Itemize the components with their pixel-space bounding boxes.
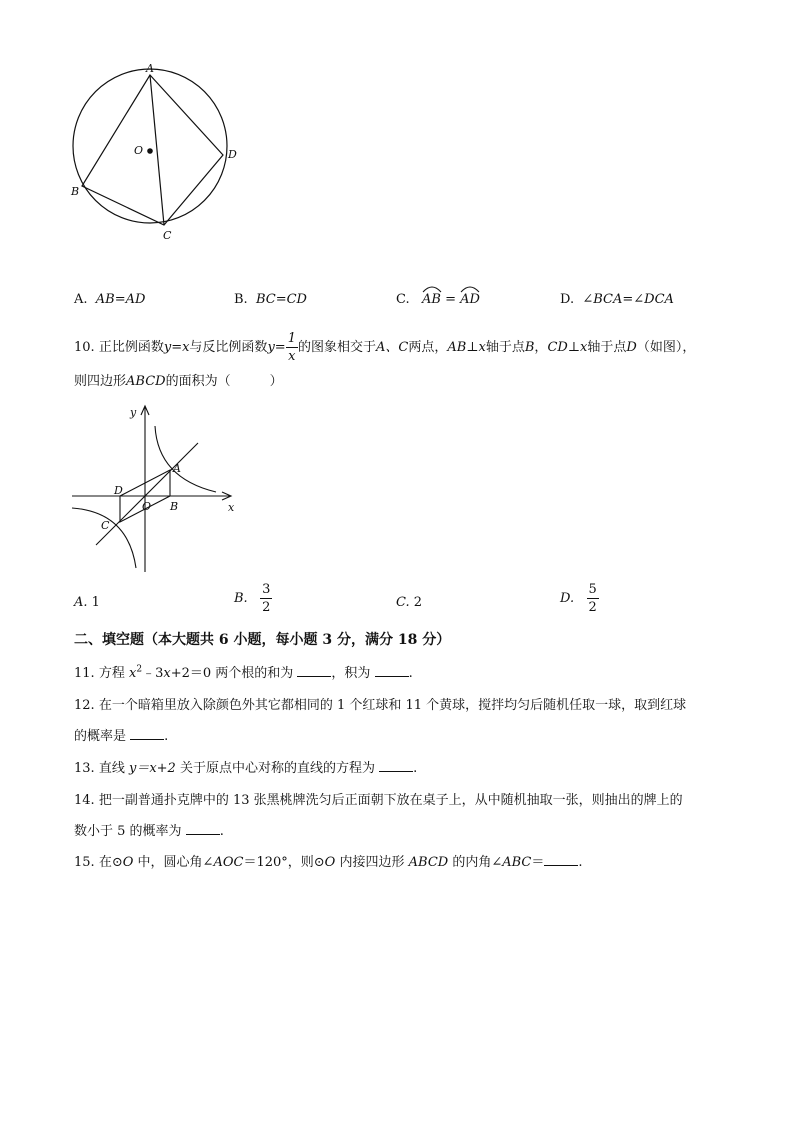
fraction-5-over-2: $\frac{5}{2}$ xyxy=(588,582,597,615)
fraction-1-over-x: $\frac{1}{x}$ xyxy=(287,331,296,364)
hyperbola-branch-1 xyxy=(155,426,216,492)
q9-option-d[interactable]: D. ∠BCA=∠DCA xyxy=(560,292,674,307)
answer-blank[interactable] xyxy=(130,728,164,740)
hyperbola-branch-2 xyxy=(72,508,136,568)
label-x: x xyxy=(228,501,235,514)
q9-option-c[interactable]: C. AB = AD xyxy=(396,292,480,307)
q14-line1: 14. 把一副普通扑克牌中的 13 张黑桃牌洗匀后正面朝下放在桌子上，从中随机抽取一张，则抽出的牌上的 xyxy=(74,793,683,808)
q10-option-a[interactable]: A. 1 xyxy=(74,595,100,610)
label-o: O xyxy=(142,500,152,513)
label-y: y xyxy=(130,406,137,419)
q10-line2: 则四边形ABCD的面积为（ ） xyxy=(74,374,283,389)
q10-option-b[interactable]: B. $\frac{3}{2}$ xyxy=(234,582,271,615)
label-a: A xyxy=(146,62,154,75)
q10-line1: 10. 正比例函数y=x与反比例函数y= $\frac{1}{x}$ 的图象相交于A、C两点，AB⊥x轴于点B，CD⊥x轴于点D（如图）， xyxy=(74,331,696,364)
label-d: D xyxy=(114,484,123,497)
q10-option-d[interactable]: D. $\frac{5}{2}$ xyxy=(560,582,597,615)
q9-circle-figure xyxy=(60,58,250,248)
arc-ad: AD xyxy=(460,292,480,307)
label-a: A xyxy=(173,462,181,475)
label-c: C xyxy=(163,229,172,242)
q12-line2: 的概率是 . xyxy=(74,729,169,744)
line-y-equals-x xyxy=(96,443,198,545)
q15: 15. 在⊙O 中，圆心角∠AOC＝120°，则⊙O 内接四边形 ABCD 的内角∠ABC＝ . xyxy=(74,855,583,870)
q14-line2: 数小于 5 的概率为 . xyxy=(74,824,224,839)
q10-option-c[interactable]: C. 2 xyxy=(396,595,423,610)
q9-option-a[interactable]: A. AB=AD xyxy=(74,292,146,307)
label-d: D xyxy=(228,148,237,161)
label-o: O xyxy=(134,144,144,157)
arc-mark-icon xyxy=(422,285,442,293)
fraction-3-over-2: $\frac{3}{2}$ xyxy=(262,582,271,615)
q9-option-b[interactable]: B. BC=CD xyxy=(234,292,307,307)
arc-mark-icon xyxy=(460,285,480,293)
q13: 13. 直线 y＝x+2 关于原点中心对称的直线的方程为 . xyxy=(74,761,418,776)
answer-blank[interactable] xyxy=(379,760,413,772)
answer-blank[interactable] xyxy=(297,665,331,677)
answer-blank[interactable] xyxy=(186,823,220,835)
label-b: B xyxy=(71,185,80,198)
section-title-fill-in: 二、填空题（本大题共 6 小题，每小题 3 分，满分 18 分） xyxy=(74,632,451,648)
answer-blank[interactable] xyxy=(375,665,409,677)
answer-blank[interactable] xyxy=(544,854,578,866)
label-b: B xyxy=(170,500,179,513)
q11: 11. 方程 $x^2﹣3x+2=0$ 两个根的和为 ，积为 . xyxy=(74,664,413,681)
label-c: C xyxy=(101,519,110,532)
q10-graph-figure xyxy=(64,400,254,578)
center-point xyxy=(147,148,153,154)
circle-o xyxy=(73,69,227,223)
arc-ab: AB xyxy=(422,292,441,307)
q12-line1: 12. 在一个暗箱里放入除颜色外其它都相同的 1 个红球和 11 个黄球，搅拌均匀后随机任取一球，取到红球 xyxy=(74,698,687,713)
